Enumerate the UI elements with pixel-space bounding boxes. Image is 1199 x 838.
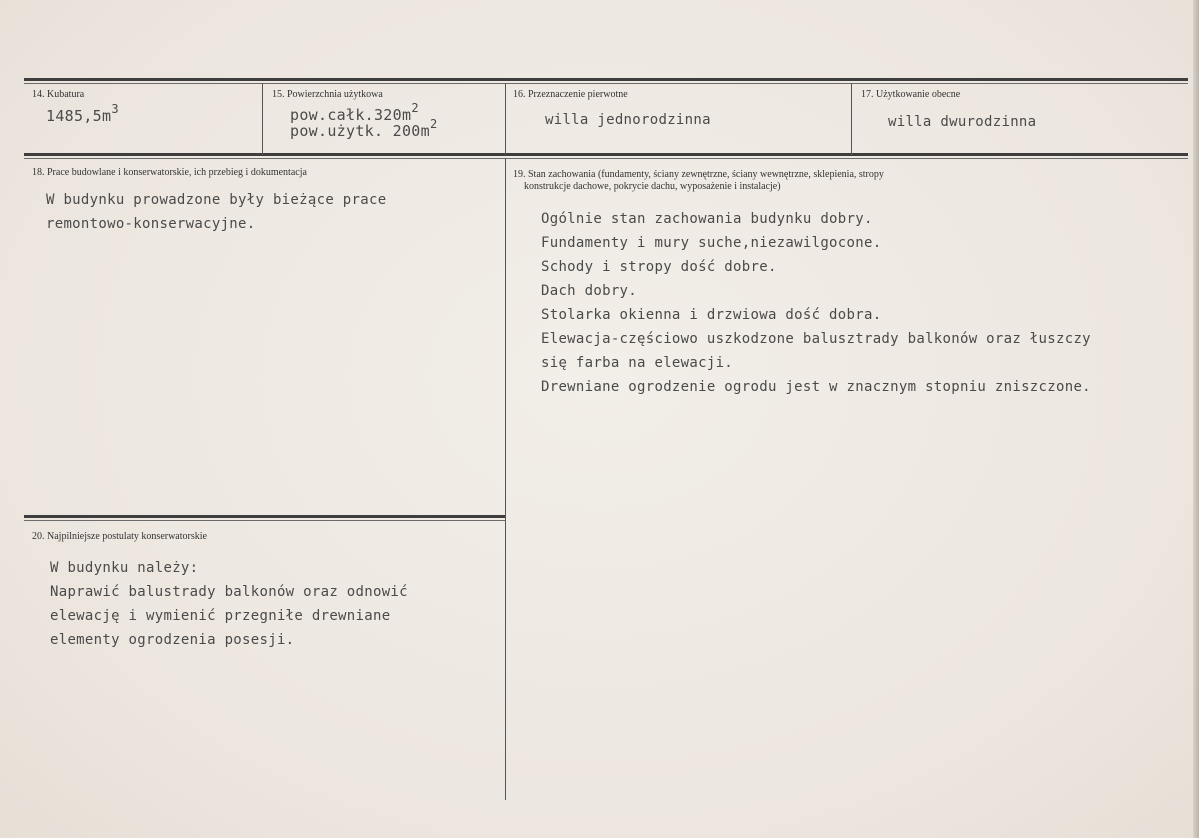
stan-line: Drewniane ogrodzenie ogrodu jest w znacznym stopniu zniszczone. (541, 379, 1091, 395)
stan-line: Fundamenty i mury suche,niezawilgocone. (541, 235, 882, 251)
stan-line: Ogólnie stan zachowania budynku dobry. (541, 211, 873, 227)
powierzchnia-usable-exponent: 2 (429, 117, 438, 131)
powierzchnia-usable-text: pow.użytk. 200m (290, 122, 430, 140)
postulaty-line: W budynku należy: (50, 560, 199, 576)
prace-line: W budynku prowadzone były bieżące prace (46, 192, 387, 208)
card-edge-shadow (1193, 0, 1199, 838)
prace-line: remontowo-konserwacyjne. (46, 216, 256, 232)
kubatura-unit-exponent: 3 (111, 102, 119, 116)
przeznaczenie-value: willa jednorodzinna (545, 112, 711, 128)
row1-bottom-rule-inner (24, 158, 1188, 159)
row1-divider-3 (851, 83, 852, 155)
row1-divider-2 (505, 83, 506, 155)
prace-label: 18. Prace budowlane i konserwatorskie, ich przebieg i dokumentacja (32, 167, 307, 178)
powierzchnia-label: 15. Powierzchnia użytkowa (272, 89, 383, 100)
stan-line: Dach dobry. (541, 283, 638, 299)
stan-line: Schody i stropy dość dobre. (541, 259, 777, 275)
postulaty-line: elewację i wymienić przegniłe drewniane (50, 608, 391, 624)
field20-top-rule (24, 515, 505, 518)
powierzchnia-total-text: pow.całk.320m (290, 106, 412, 124)
przeznaczenie-label: 16. Przeznaczenie pierwotne (513, 89, 628, 100)
main-divider (505, 158, 506, 800)
prace-text (46, 188, 386, 236)
kubatura-label: 14. Kubatura (32, 89, 85, 100)
field20-top-rule-inner (24, 520, 505, 521)
top-rule (24, 78, 1188, 81)
postulaty-line: Naprawić balustrady balkonów oraz odnowić (50, 584, 408, 600)
stan-label-line2: konstrukcje dachowe, pokrycie dachu, wyposażenie i instalacje) (524, 181, 781, 192)
postulaty-line: elementy ogrodzenia posesji. (50, 632, 295, 648)
row1-bottom-rule (24, 153, 1188, 156)
stan-label-line1: 19. Stan zachowania (fundamenty, ściany zewnętrzne, ściany wewnętrzne, sklepienia, stropy (513, 169, 884, 180)
powierzchnia-usable (290, 119, 438, 140)
uzytkowanie-label: 17. Użytkowanie obecne (861, 89, 961, 100)
stan-line: Elewacja-częściowo uszkodzone balusztrady balkonów oraz łuszczy (541, 331, 1091, 347)
postulaty-text (50, 556, 408, 652)
stan-line: Stolarka okienna i drzwiowa dość dobra. (541, 307, 882, 323)
row1-divider-1 (262, 83, 263, 155)
kubatura-number: 1485,5m (46, 107, 112, 125)
top-rule-inner (24, 83, 1188, 84)
postulaty-label: 20. Najpilniejsze postulaty konserwatorskie (32, 531, 207, 542)
powierzchnia-total-exponent: 2 (411, 101, 419, 115)
uzytkowanie-value: willa dwurodzinna (888, 114, 1037, 130)
stan-line: się farba na elewacji. (541, 355, 734, 371)
kubatura-value (46, 104, 119, 125)
stan-text (541, 207, 1091, 399)
